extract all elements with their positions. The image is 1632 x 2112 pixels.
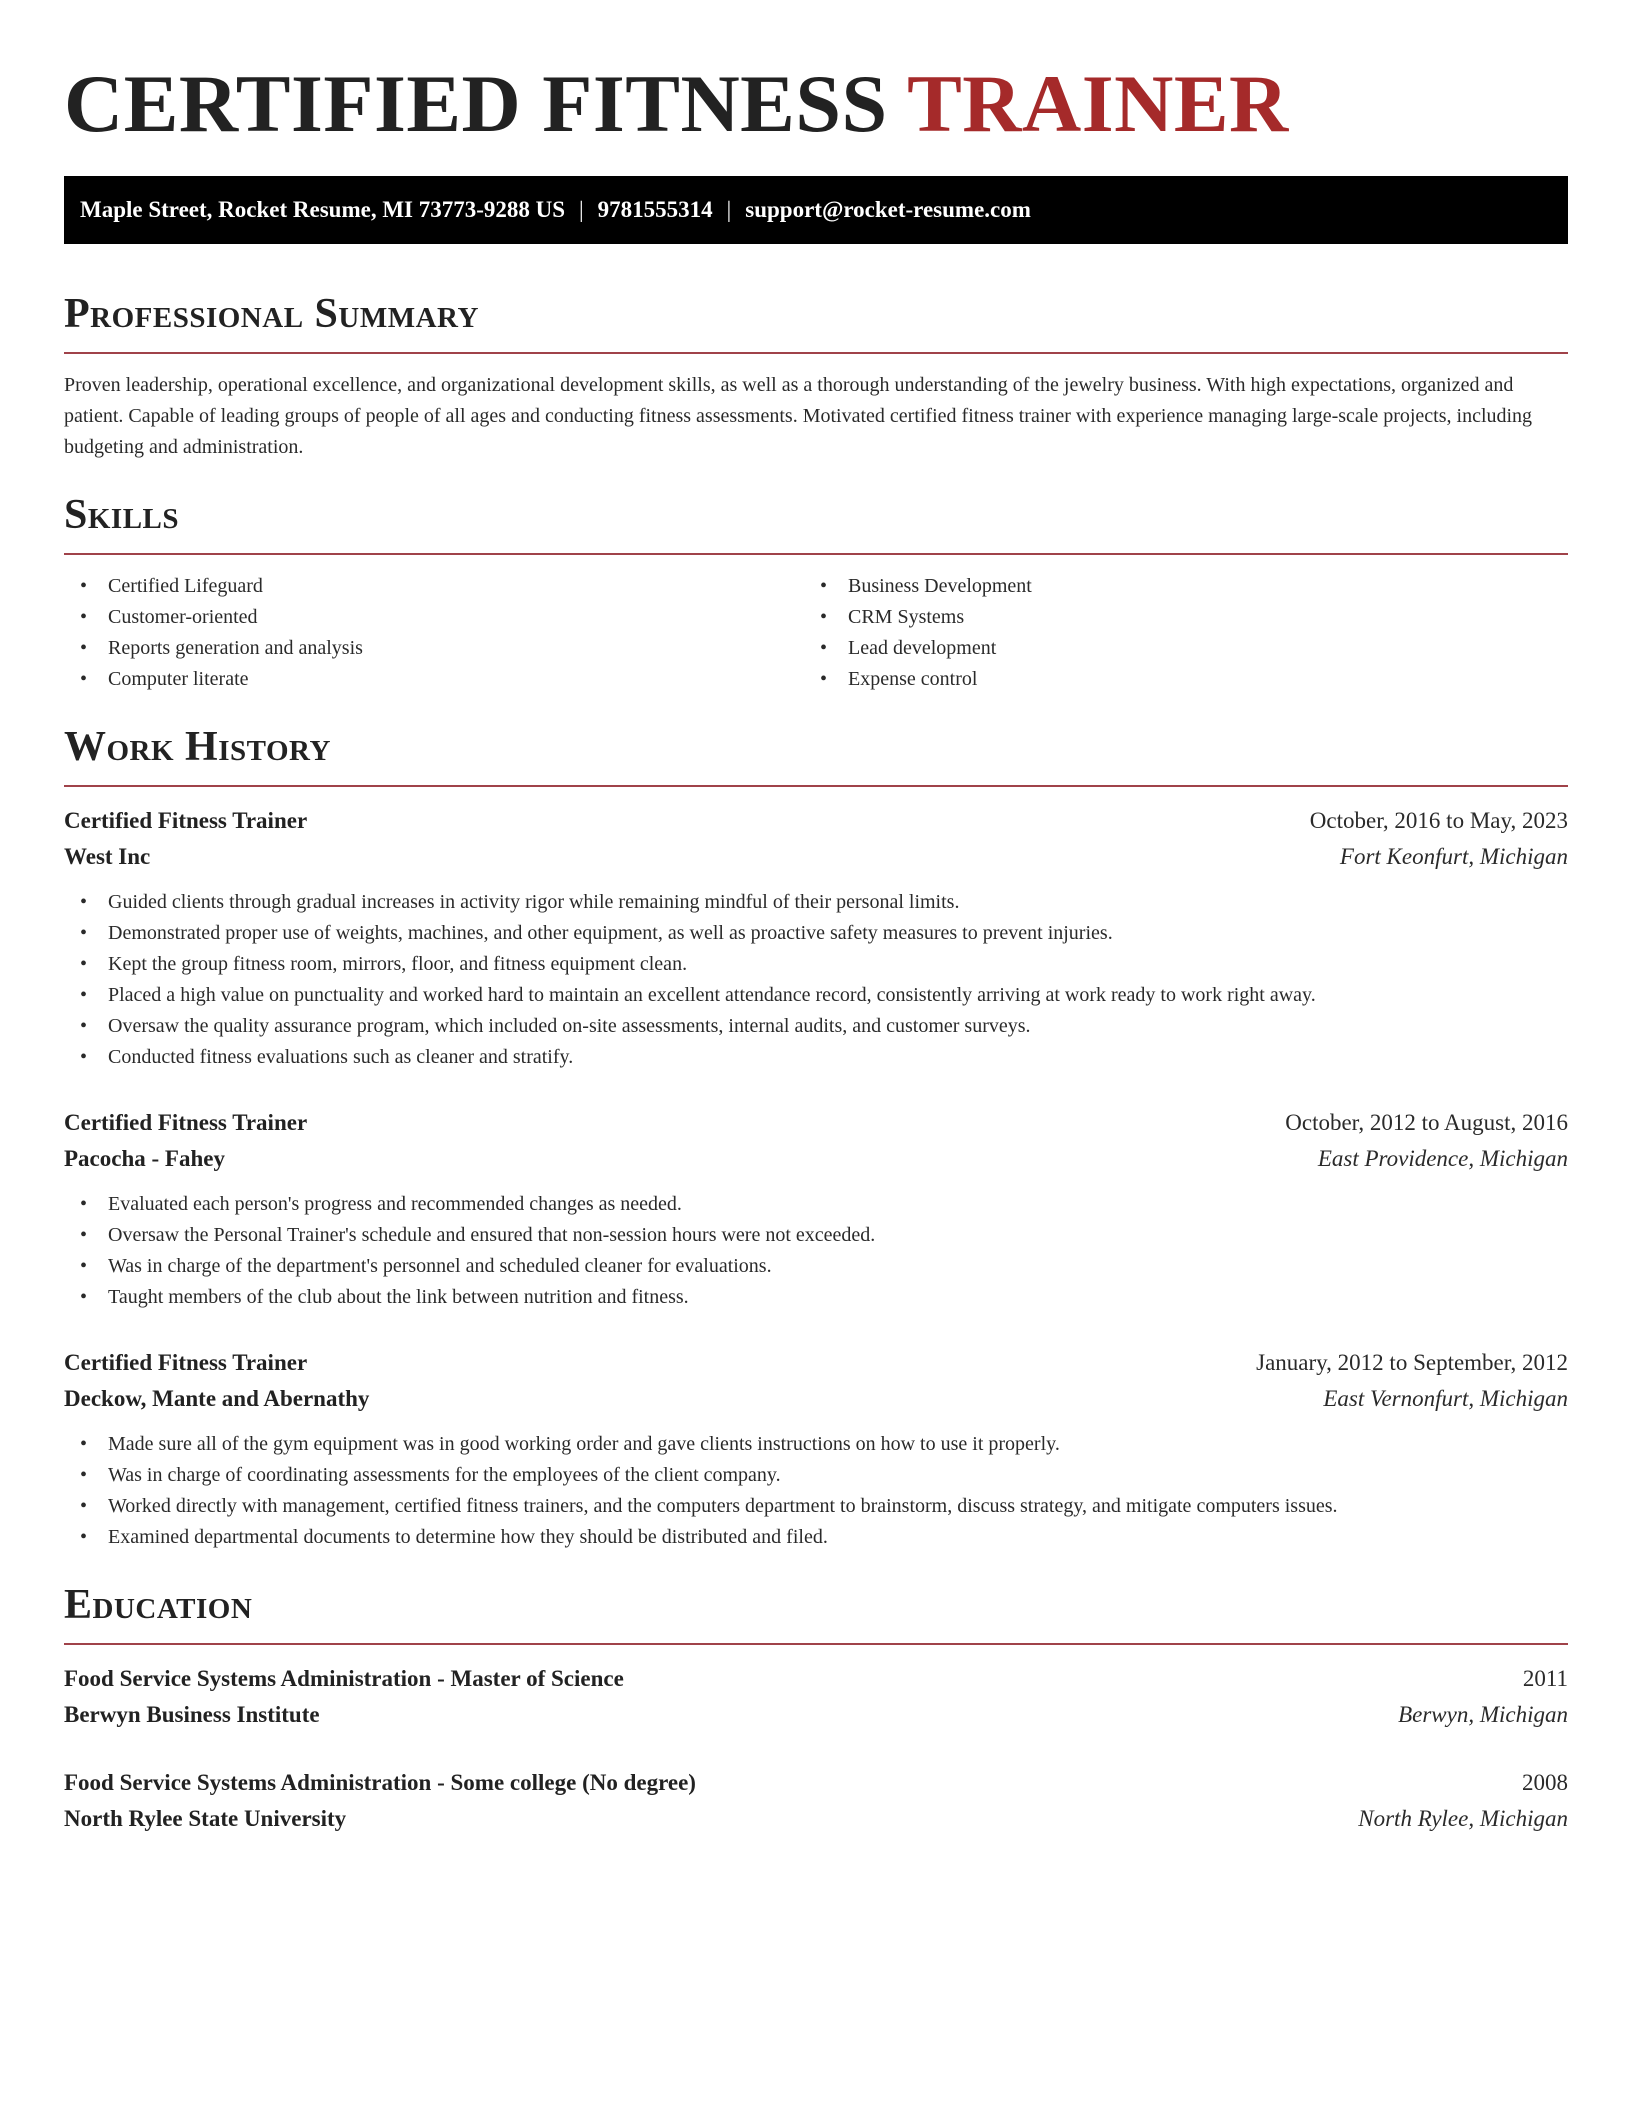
- job-bullet: • Evaluated each person's progress and recommended changes as needed.: [64, 1189, 1568, 1220]
- skills-section: [64, 491, 1568, 695]
- contact-bar: [64, 176, 1568, 244]
- education-degree: Food Service Systems Administration - Master of Science: [64, 1666, 624, 1691]
- education-degree-row: [64, 1765, 1568, 1801]
- skills-left-column: [64, 571, 804, 695]
- job-bullet: • Guided clients through gradual increases in activity rigor while remaining mindful of their personal limits.: [64, 887, 1568, 918]
- section-divider: [64, 352, 1568, 354]
- job-bullet: • Examined departmental documents to determine how they should be distributed and filed.: [64, 1522, 1568, 1553]
- summary-heading: Professional Summary: [64, 291, 479, 337]
- contact-separator: |: [726, 197, 732, 222]
- job-bullet: • Oversaw the quality assurance program, which included on-site assessments, internal audits, and customer surveys.: [64, 1011, 1568, 1042]
- skills-right-column: [804, 571, 1544, 695]
- education-heading: Education: [64, 1582, 253, 1628]
- skill-item: • Expense control: [804, 664, 1544, 695]
- education-year: 2011: [1522, 1666, 1568, 1691]
- skills-heading: Skills: [64, 492, 180, 538]
- education-entry: [64, 1661, 1568, 1733]
- skills-columns: [64, 571, 1568, 695]
- education-degree-row: [64, 1661, 1568, 1697]
- education-location: North Rylee, Michigan: [1358, 1806, 1568, 1831]
- job-entry: [64, 803, 1568, 1073]
- education-entry: [64, 1765, 1568, 1837]
- skill-item: • Customer-oriented: [64, 602, 804, 633]
- summary-section: [64, 290, 1568, 463]
- skill-item: • Business Development: [804, 571, 1544, 602]
- job-entry: [64, 1345, 1568, 1553]
- job-bullet: • Was in charge of the department's personnel and scheduled cleaner for evaluations.: [64, 1251, 1568, 1282]
- skill-item: • Computer literate: [64, 664, 804, 695]
- job-header-row: [64, 803, 1568, 839]
- job-dates: January, 2012 to September, 2012: [1256, 1350, 1568, 1375]
- job-company: Deckow, Mante and Abernathy: [64, 1386, 370, 1411]
- education-school: North Rylee State University: [64, 1806, 347, 1831]
- title-accent: TRAINER: [907, 58, 1289, 149]
- job-bullet: • Made sure all of the gym equipment was in good working order and gave clients instructions on how to use it properly.: [64, 1429, 1568, 1460]
- job-bullets: [64, 887, 1568, 1073]
- education-school-row: [64, 1801, 1568, 1837]
- job-company: West Inc: [64, 844, 151, 869]
- job-location: East Vernonfurt, Michigan: [1323, 1386, 1568, 1411]
- section-divider: [64, 785, 1568, 787]
- job-bullet: • Kept the group fitness room, mirrors, floor, and fitness equipment clean.: [64, 949, 1568, 980]
- job-bullet: • Was in charge of coordinating assessments for the employees of the client company.: [64, 1460, 1568, 1491]
- education-year: 2008: [1522, 1770, 1568, 1795]
- job-company-row: [64, 1141, 1568, 1177]
- job-company-row: [64, 1381, 1568, 1417]
- contact-email[interactable]: support@rocket-resume.com: [745, 197, 1031, 222]
- skill-item: • Reports generation and analysis: [64, 633, 804, 664]
- job-title: Certified Fitness Trainer: [64, 808, 308, 833]
- job-bullet: • Oversaw the Personal Trainer's schedule and ensured that non-session hours were not exceeded.: [64, 1220, 1568, 1251]
- work-section: [64, 723, 1568, 1553]
- education-school: Berwyn Business Institute: [64, 1702, 320, 1727]
- job-bullet: • Taught members of the club about the link between nutrition and fitness.: [64, 1282, 1568, 1313]
- section-divider: [64, 553, 1568, 555]
- job-bullet: • Placed a high value on punctuality and worked hard to maintain an excellent attendance record, consistently arriving at work ready to work right away.: [64, 980, 1568, 1011]
- job-location: East Providence, Michigan: [1317, 1146, 1568, 1171]
- education-degree: Food Service Systems Administration - Some college (No degree): [64, 1770, 696, 1795]
- summary-text: Proven leadership, operational excellence, and organizational development skills, as well as a thorough understanding of the jewelry business. With high expectations, organized and patient. Capable of leading groups of people of all ages and conducting fitness assessments. Motivated certified fitness trainer with experience managing large-scale projects, including budgeting and administration.: [64, 374, 1533, 458]
- work-heading: Work History: [64, 724, 331, 770]
- job-dates: October, 2016 to May, 2023: [1309, 808, 1568, 833]
- job-company-row: [64, 839, 1568, 875]
- job-title: Certified Fitness Trainer: [64, 1350, 308, 1375]
- job-location: Fort Keonfurt, Michigan: [1339, 844, 1568, 869]
- job-company: Pacocha - Fahey: [64, 1146, 225, 1171]
- education-location: Berwyn, Michigan: [1398, 1702, 1568, 1727]
- job-bullet: • Worked directly with management, certified fitness trainers, and the computers department to brainstorm, discuss strategy, and mitigate computers issues.: [64, 1491, 1568, 1522]
- contact-address: Maple Street, Rocket Resume, MI 73773-9288 US: [80, 197, 566, 222]
- skill-item: • Certified Lifeguard: [64, 571, 804, 602]
- contact-separator: |: [579, 197, 584, 222]
- job-dates: October, 2012 to August, 2016: [1285, 1110, 1568, 1135]
- resume-title: [64, 0, 1568, 176]
- skill-item: • CRM Systems: [804, 602, 1544, 633]
- job-entry: [64, 1105, 1568, 1313]
- job-header-row: [64, 1345, 1568, 1381]
- skill-item: • Lead development: [804, 633, 1544, 664]
- section-divider: [64, 1643, 1568, 1645]
- education-school-row: [64, 1697, 1568, 1733]
- title-main: CERTIFIED FITNESS: [64, 58, 888, 149]
- job-bullets: [64, 1429, 1568, 1553]
- job-bullet: • Demonstrated proper use of weights, machines, and other equipment, as well as proactive safety measures to prevent injuries.: [64, 918, 1568, 949]
- contact-phone[interactable]: 9781555314: [597, 197, 713, 222]
- education-section: [64, 1581, 1568, 1837]
- job-title: Certified Fitness Trainer: [64, 1110, 308, 1135]
- job-bullets: [64, 1189, 1568, 1313]
- job-bullet: • Conducted fitness evaluations such as cleaner and stratify.: [64, 1042, 1568, 1073]
- job-header-row: [64, 1105, 1568, 1141]
